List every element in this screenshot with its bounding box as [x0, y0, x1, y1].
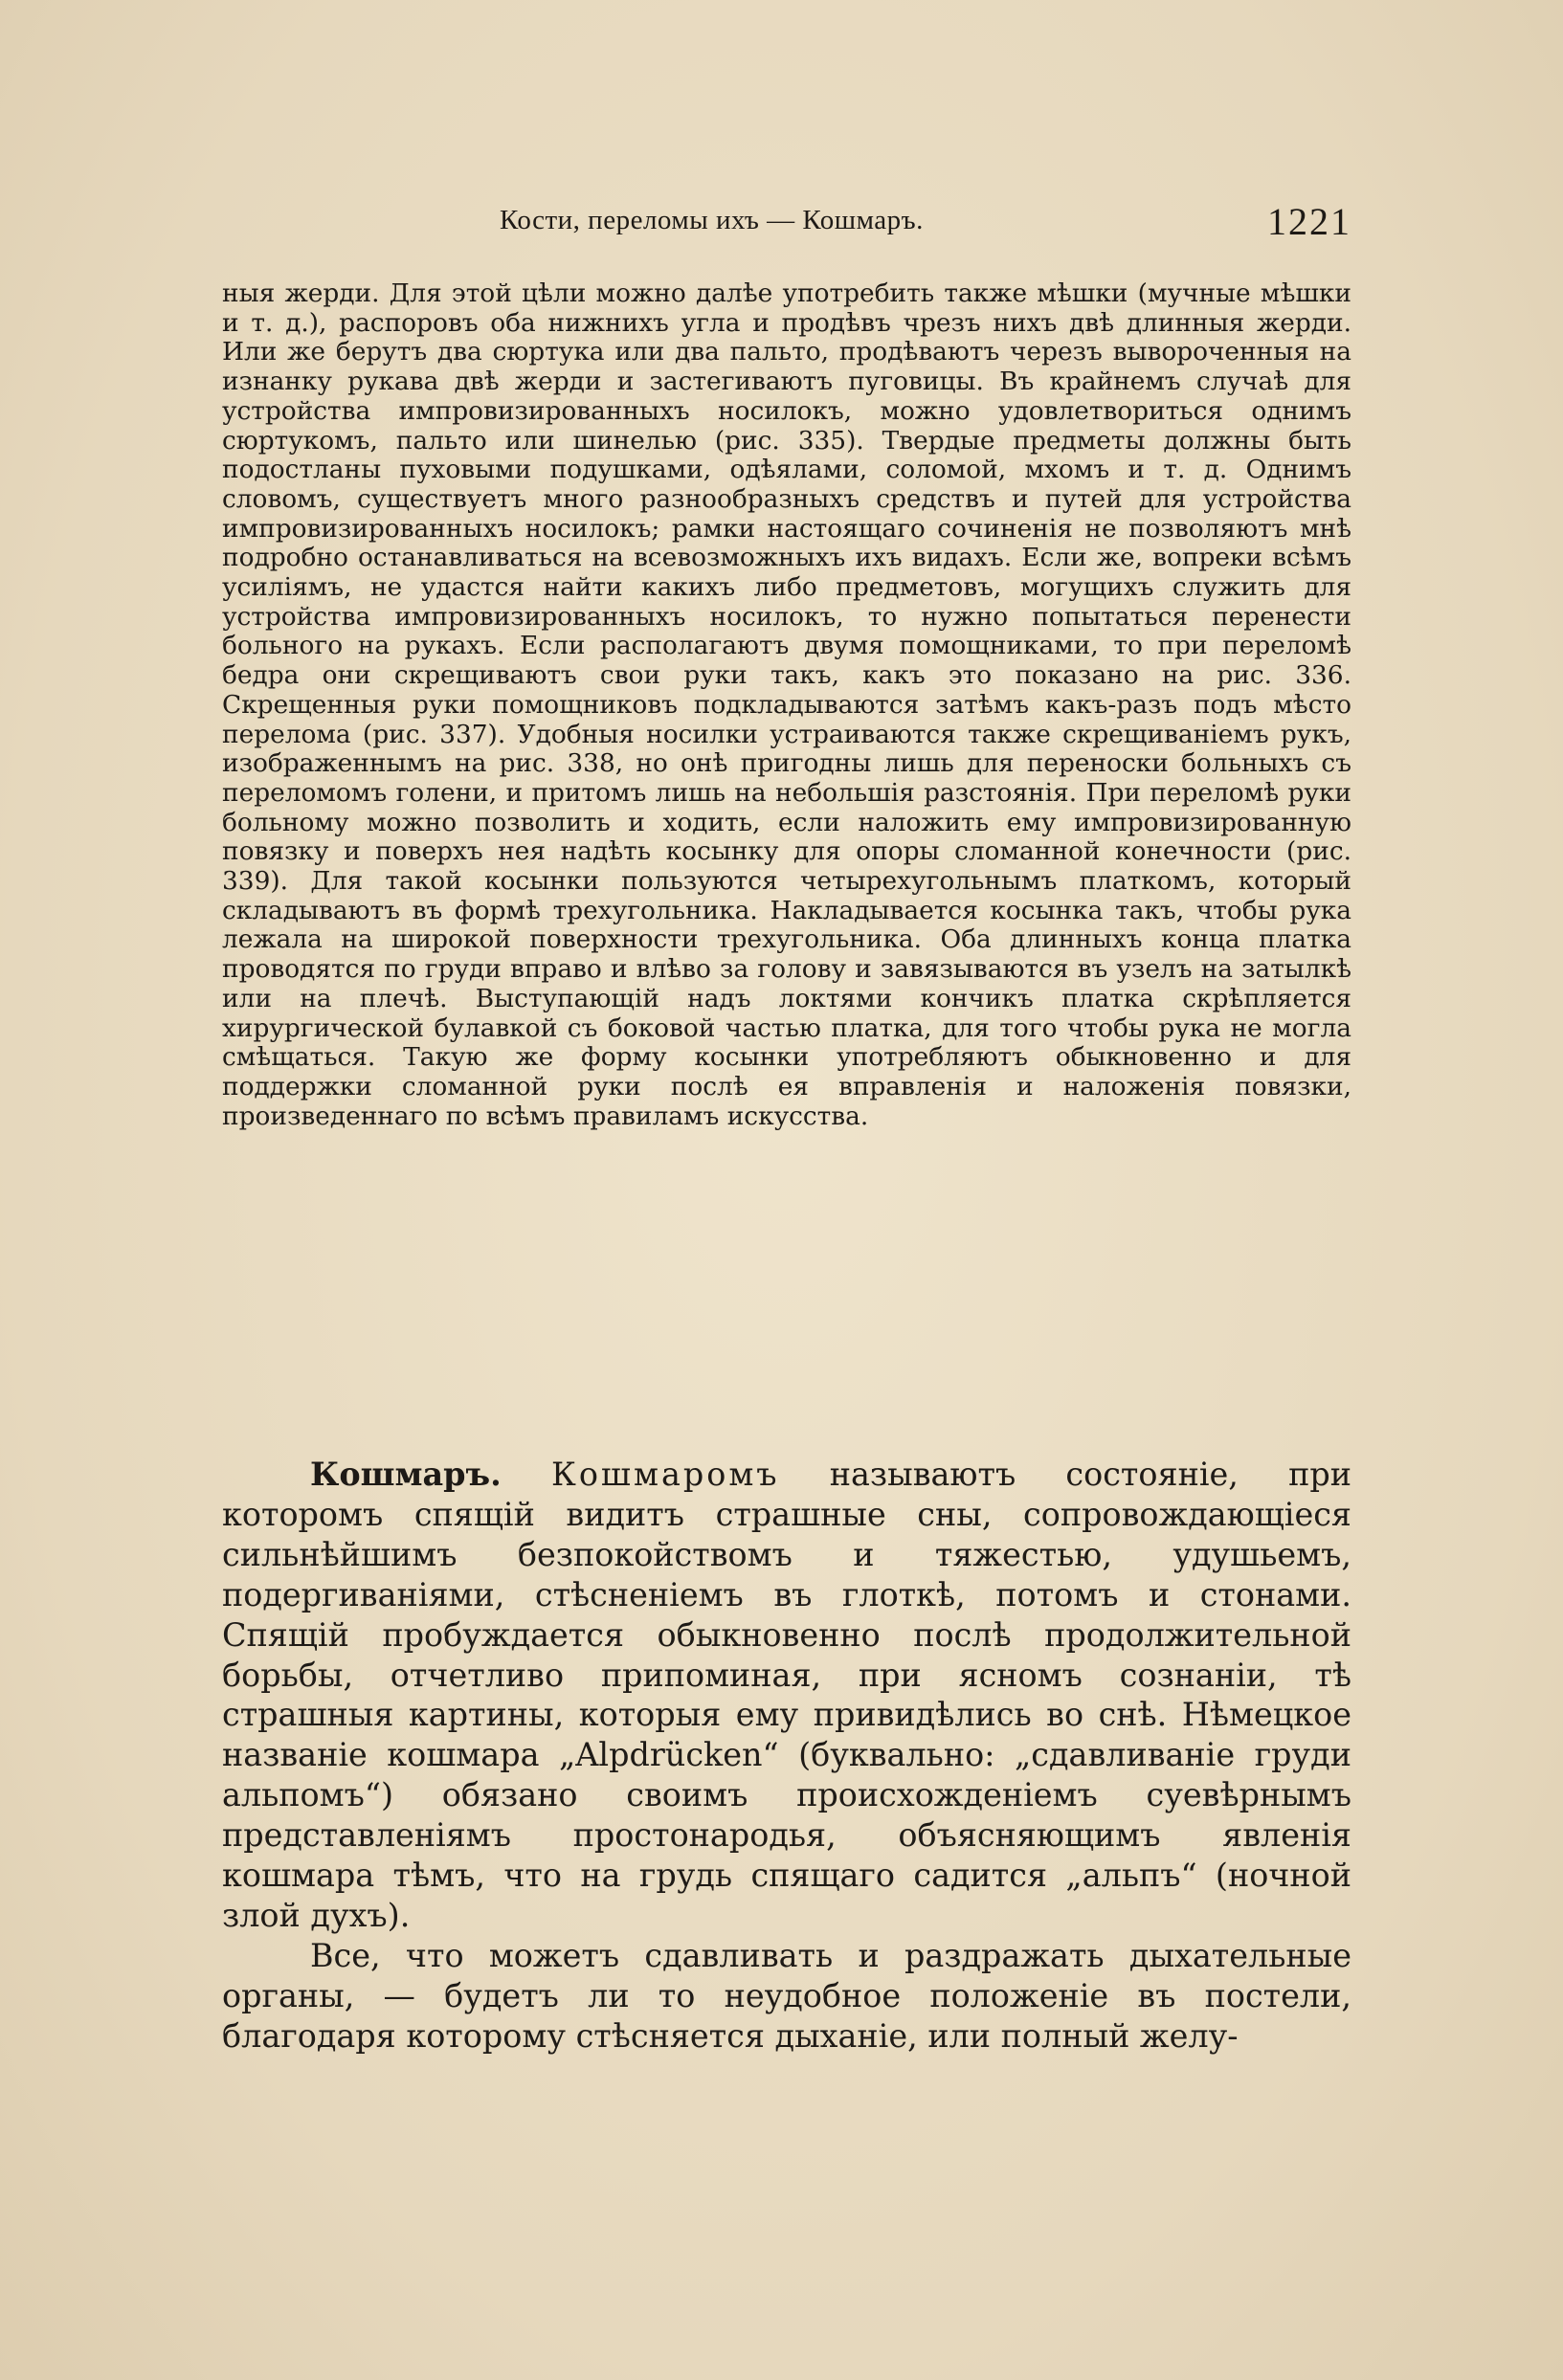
section-paragraph-1	[222, 1455, 1351, 1936]
small-print-block	[222, 279, 1351, 1131]
section-heading: Кошмаръ.	[310, 1456, 502, 1493]
running-header-title: Кости, переломы ихъ — Кошмаръ.	[500, 205, 924, 235]
section-nightmare	[222, 1455, 1351, 2057]
page-number: 1221	[1267, 200, 1351, 243]
running-header	[222, 199, 1351, 256]
continuation-paragraph: ныя жерди. Для этой цѣли можно далѣе употребить также мѣшки (мучные мѣшки и т. д.), распоровъ оба нижнихъ угла и продѣвъ чрезъ нихъ двѣ длинныя жерди. Или же берутъ два сюртука или два пальто, продѣваютъ черезъ вывороченныя на изнанку рукава двѣ жерди и застегиваютъ пуговицы. Въ крайнемъ случаѣ для устройства импровизированныхъ носилокъ, можно удовлетвориться однимъ сюртукомъ, пальто или шинелью (рис. 335). Твердые предметы должны быть подостланы пуховыми подушками, одѣялами, соломой, мхомъ и т. д. Однимъ словомъ, существуетъ много разнообразныхъ средствъ и путей для устройства импровизированныхъ носилокъ; рамки настоящаго сочиненія не позволяютъ мнѣ подробно останавливаться на всевозможныхъ ихъ видахъ. Если же, вопреки всѣмъ усиліямъ, не удастся найти какихъ либо предметовъ, могущихъ служить для устройства импровизированныхъ носилокъ, то нужно попытаться перенести больного на рукахъ. Если располагаютъ двумя помощниками, то при переломѣ бедра они скрещиваютъ свои руки такъ, какъ это показано на рис. 336. Скрещенныя руки помощниковъ подкладываются затѣмъ какъ-разъ подъ мѣсто перелома (рис. 337). Удобныя носилки устраиваются также скрещиваніемъ рукъ, изображеннымъ на рис. 338, но онѣ пригодны лишь для переноски больныхъ съ переломомъ голени, и притомъ лишь на небольшія разстоянія. При переломѣ руки больному можно позволить и ходить, если наложить ему импровизированную повязку и поверхъ нея надѣть косынку для опоры сломанной конечности (рис. 339). Для такой косынки пользуются четырехугольнымъ платкомъ, который складываютъ въ формѣ трехугольника. Накладывается косынка такъ, чтобы рука лежала на широкой поверхности трехугольника. Оба длинныхъ конца платка проводятся по груди вправо и влѣво за голову и завязываются въ узелъ на затылкѣ или на плечѣ. Выступающій надъ локтями кончикъ платка скрѣпляется хирургической булавкой съ боковой частью платка, для того чтобы рука не могла смѣщаться. Такую же форму косынки употребляютъ обыкновенно и для поддержки сломанной руки послѣ ея вправленія и наложенія повязки, произведеннаго по всѣмъ правиламъ искусства.	[222, 278, 1351, 1131]
section-paragraph-1-text: называютъ состояніе, при которомъ спящій видитъ страшные сны, сопровождающіеся сильнѣйшимъ безпокойствомъ и тяжестью, удушьемъ, подергиваніями, стѣсненіемъ въ глоткѣ, потомъ и стонами. Спящій пробуждается обыкновенно послѣ продолжительной борьбы, отчетливо припоминая, при ясномъ сознаніи, тѣ страшныя картины, которыя ему привидѣлись во снѣ. Нѣмецкое названіе кошмара „Alpdrücken“ (буквально: „сдавливаніе груди альпомъ“) обязано своимъ происхожденіемъ суевѣрнымъ представленіямъ простонародья, объясняющимъ явленія кошмара тѣмъ, что на грудь спящаго садится „альпъ“ (ночной злой духъ).	[222, 1456, 1351, 1934]
section-paragraph-2: Все, что можетъ сдавливать и раздражать дыхательные органы, — будетъ ли то неудобное положеніе въ постели, благодаря которому стѣсняется дыханіе, или полный желу-	[222, 1936, 1351, 2055]
defined-term: Кошмаромъ	[550, 1456, 780, 1493]
